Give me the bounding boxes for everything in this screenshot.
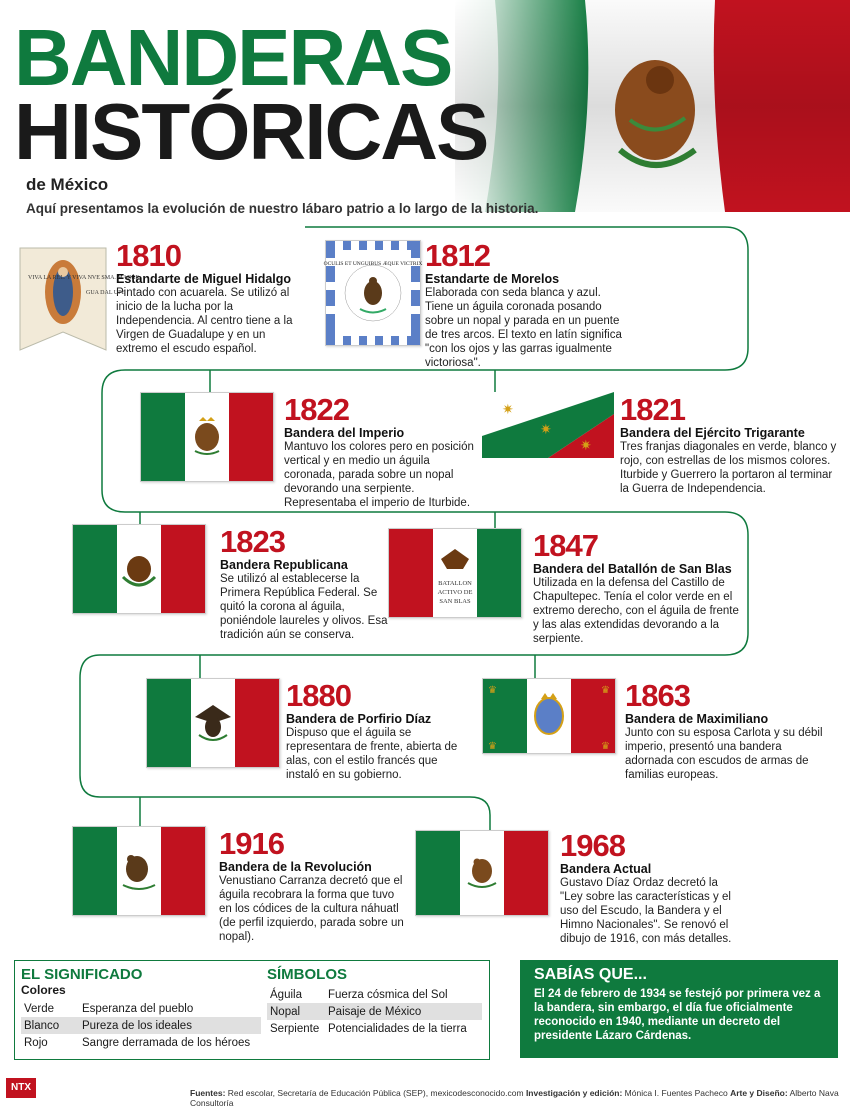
entry-year: 1823 [220, 524, 285, 559]
svg-text:♛: ♛ [601, 685, 610, 696]
significado-box [14, 960, 490, 1060]
flag-1916-image [72, 826, 206, 916]
row-value: Fuerza cósmica del Sol [328, 988, 448, 1001]
ntx-logo: NTX [6, 1078, 36, 1098]
hidalgo-text-right: GUA DAL UPE [86, 290, 126, 296]
row-key: Nopal [270, 1005, 301, 1018]
entry-title: Bandera del Imperio [284, 426, 405, 440]
fuentes-text: Red escolar, Secretaría de Educación Pública (SEP), mexicodesconocido.com [227, 1088, 524, 1098]
significado-heading: EL SIGNIFICADO [21, 966, 143, 983]
entry-title: Bandera Republicana [220, 558, 348, 572]
entry-desc: Utilizada en la defensa del Castillo de Chapultepec. Tenía el color verde en el extremo derecho, con el águila de frente y las alas extendidas devorando a la serpiente. [533, 577, 739, 646]
row-value: Sangre derramada de los héroes [82, 1036, 251, 1049]
entry-year: 1822 [284, 392, 349, 427]
sabias-text: El 24 de febrero de 1934 se festejó por primera vez a la bandera, sin embargo, el día fue oficialmente reconocido en 1940, mediante un decreto del presidente Lázaro Cárdenas. [534, 988, 821, 1043]
row-value: Paisaje de México [328, 1005, 422, 1018]
svg-text:♛: ♛ [488, 685, 497, 696]
entry-1847 [533, 530, 743, 646]
arte-text: Alberto Nava Consultoría [190, 1088, 839, 1108]
flag-1863-image [482, 678, 616, 754]
entry-title: Bandera del Ejército Trigarante [620, 426, 805, 440]
row-key: Blanco [24, 1019, 60, 1032]
sanblas-text-2: ACTIVO DE [437, 589, 473, 596]
entry-1823 [220, 526, 390, 642]
sabias-que-box [520, 960, 838, 1058]
flag-1847-image [388, 528, 522, 618]
entry-year: 1968 [560, 828, 625, 863]
entry-year: 1812 [425, 238, 490, 273]
flag-1812-image [325, 240, 421, 346]
symbol-row [267, 1020, 482, 1037]
fuentes-label: Fuentes: [190, 1088, 226, 1098]
symbol-row [267, 1003, 482, 1020]
simbolos-heading: SÍMBOLOS [267, 966, 348, 983]
flag-1968-image [415, 830, 549, 916]
footer-credits [190, 1088, 850, 1108]
sabias-heading: SABÍAS QUE... [534, 966, 647, 983]
intro-text: Aquí presentamos la evolución de nuestro lábaro patrio a lo largo de la historia. [26, 201, 539, 216]
header-flag-image [455, 0, 850, 212]
entry-1916 [219, 828, 404, 944]
colores-subheading: Colores [21, 983, 66, 997]
morelos-latin-text: OCULIS ET UNGUIBUS ÆQUE VICTRIX [323, 261, 423, 267]
entry-year: 1810 [116, 238, 181, 273]
hidalgo-text-left: VIVA LA REL. Y VIVA NVE SMA. MADRE [28, 275, 140, 281]
entry-desc: Junto con su esposa Carlota y su débil imperio, presentó una bandera adornada con escudos de armas de familias europeas. [625, 727, 823, 782]
row-value: Esperanza del pueblo [82, 1002, 194, 1015]
colores-section [21, 966, 261, 1051]
entry-title: Bandera de la Revolución [219, 860, 372, 874]
entry-desc: Elaborada con seda blanca y azul. Tiene un águila coronada posando sobre un nopal y parada en un puente de tres arcos. El texto en latín significa "con los ojos y las garras igualmente victoriosa". [425, 287, 622, 370]
sanblas-text-1: BATALLON [438, 580, 472, 587]
row-value: Pureza de los ideales [82, 1019, 192, 1032]
simbolos-section [267, 966, 482, 1037]
inv-text: Mónica I. Fuentes Pacheco [624, 1088, 728, 1098]
entry-title: Bandera de Porfirio Díaz [286, 712, 432, 726]
svg-text:✷: ✷ [540, 421, 552, 437]
row-value: Potencialidades de la tierra [328, 1022, 467, 1035]
entry-1968 [560, 830, 740, 946]
entry-desc: Dispuso que el águila se representara de frente, abierta de alas, con el estilo francés que instaló en su gobierno. [286, 727, 458, 782]
color-row [21, 1034, 261, 1051]
entry-year: 1863 [625, 678, 690, 713]
flag-1810-image [16, 244, 140, 354]
entry-1822 [284, 394, 484, 510]
entry-title: Estandarte de Morelos [425, 272, 560, 286]
row-key: Serpiente [270, 1022, 320, 1035]
entry-title: Bandera de Maximiliano [625, 712, 769, 726]
entry-title: Bandera Actual [560, 862, 652, 876]
entry-title: Estandarte de Miguel Hidalgo [116, 272, 292, 286]
flag-1822-image [140, 392, 274, 482]
svg-text:♛: ♛ [601, 741, 610, 752]
color-row [21, 1017, 261, 1034]
row-key: Águila [270, 988, 302, 1001]
row-key: Rojo [24, 1036, 48, 1049]
entry-desc: Mantuvo los colores pero en posición vertical y en medio un águila coronada, parada sobre un nopal devorando una serpiente. Representaba el imperio de Iturbide. [284, 441, 474, 510]
color-row [21, 1000, 261, 1017]
entry-title: Bandera del Batallón de San Blas [533, 562, 732, 576]
sanblas-text-3: SAN BLAS [439, 598, 471, 605]
subtitle: de México [26, 175, 109, 194]
entry-1821 [620, 394, 840, 496]
entry-year: 1847 [533, 528, 598, 563]
entry-1810 [116, 240, 306, 356]
svg-text:✷: ✷ [502, 401, 514, 417]
entry-desc: Pintado con acuarela. Se utilizó al inicio de la lucha por la Independencia. Al centro tiene a la Virgen de Guadalupe y en un extremo el escudo español. [116, 287, 293, 356]
entry-year: 1880 [286, 678, 351, 713]
entry-desc: Venustiano Carranza decretó que el águila recobrara la forma que tuvo en los códices de la cultura náhuatl (de perfil izquierdo, parada sobre un nopal). [219, 875, 404, 944]
symbol-row [267, 986, 482, 1003]
flag-1880-image [146, 678, 280, 768]
entry-1880 [286, 680, 466, 782]
entry-desc: Se utilizó al establecerse la Primera República Federal. Se quitó la corona al águila, poniéndole laureles y olivos. Esa tradición aún se conserva. [220, 573, 388, 642]
row-key: Verde [24, 1002, 55, 1015]
entry-year: 1916 [219, 826, 284, 861]
svg-text:✷: ✷ [580, 437, 592, 453]
title-line-1: BANDERAS [14, 13, 452, 102]
entry-desc: Gustavo Díaz Ordaz decretó la "Ley sobre las características y el uso del Escudo, la Bandera y el Himno Nacionales". Se renovó el dibujo de 1916, con más detalles. [560, 877, 732, 946]
arte-label: Arte y Diseño: [730, 1088, 788, 1098]
entry-desc: Tres franjas diagonales en verde, blanco y rojo, con estrellas de los mismos colores. Iturbide y Guerrero la portaron al terminar la Guerra de Independencia. [620, 441, 837, 496]
svg-text:♛: ♛ [488, 741, 497, 752]
entry-year: 1821 [620, 392, 685, 427]
entry-1863 [625, 680, 825, 782]
entry-1812 [425, 240, 625, 370]
inv-label: Investigación y edición: [525, 1088, 623, 1098]
flag-1821-image [482, 392, 614, 458]
flag-1823-image [72, 524, 206, 614]
title-line-2: HISTÓRICAS [14, 87, 488, 176]
